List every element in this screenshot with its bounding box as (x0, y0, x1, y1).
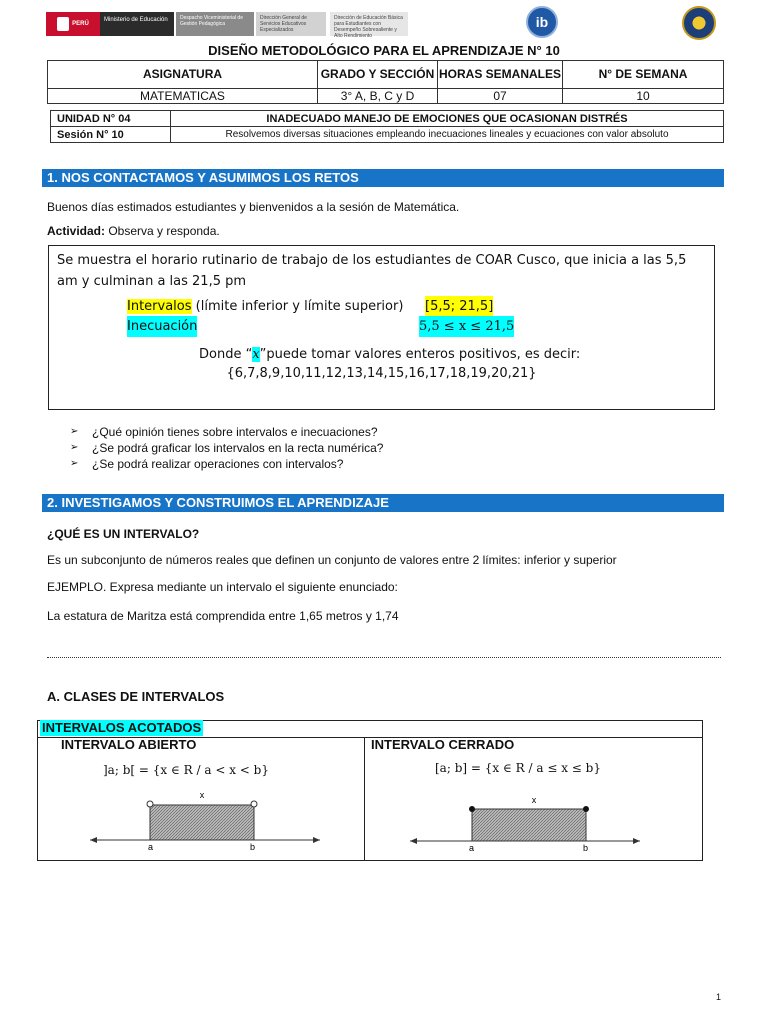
header-asignatura: ASIGNATURA (48, 61, 318, 89)
intervalos-desc: (límite inferior y límite superior) (191, 299, 404, 314)
info-table (47, 60, 724, 104)
donde-x: x (252, 347, 260, 362)
session-label: Sesión N° 10 (51, 127, 171, 143)
closed-endpoint-a (469, 806, 475, 812)
activity-text: Observa y responda. (105, 224, 220, 238)
value-semana: 10 (563, 89, 724, 104)
acotados-label: INTERVALOS ACOTADOS (42, 720, 202, 735)
value-horas: 07 (438, 89, 563, 104)
graph-a-label: a (469, 843, 475, 853)
inecuacion-value: 5,5 ≤ x ≤ 21,5 (419, 316, 514, 337)
schedule-text: Se muestra el horario rutinario de trabajo de los estudiantes de COAR Cusco, que inicia a las 5,5 am y culminan a las 21,5 pm (57, 253, 687, 289)
intervalos-label: Intervalos (127, 299, 192, 314)
unit-title: INADECUADO MANEJO DE EMOCIONES QUE OCASIONAN DISTRÉS (171, 111, 724, 127)
header-grado: GRADO Y SECCIÓN (318, 61, 438, 89)
question-item: ➢ ¿Se podrá realizar operaciones con intervalos? (70, 456, 383, 472)
intervalos-value: [5,5; 21,5] (425, 296, 493, 317)
arrow-right-icon (633, 838, 640, 844)
intervalo-question: ¿QUÉ ES UN INTERVALO? (47, 527, 200, 541)
activity-label: Actividad: (47, 224, 106, 238)
cerrado-formula: [a; b] = {x ∈ R / a ≤ x ≤ b} (435, 761, 601, 775)
donde-post: ”puede tomar valores enteros positivos, es decir: (259, 347, 581, 362)
section2-header: 2. INVESTIGAMOS Y CONSTRUIMOS EL APRENDIZAJE (42, 494, 724, 512)
abierto-title: INTERVALO ABIERTO (61, 737, 197, 752)
arrow-left-icon (90, 837, 97, 843)
interval-region (150, 805, 254, 840)
page-number: 1 (716, 992, 722, 1002)
question-list (70, 424, 383, 472)
closed-interval-graph (405, 790, 645, 855)
intervalos-row (127, 296, 403, 317)
graph-a-label: a (148, 842, 154, 852)
graph-b-label: b (250, 842, 256, 852)
activity-line (47, 224, 220, 238)
interval-region (472, 809, 586, 841)
peru-flag (46, 12, 100, 36)
abierto-formula: ]a; b[ = {x ∈ R / a < x < b} (103, 763, 269, 777)
box-divider-v (364, 737, 365, 860)
open-endpoint-b (251, 801, 257, 807)
inecuacion-label: Inecuación (127, 316, 197, 337)
cerrado-title: INTERVALO CERRADO (371, 737, 515, 752)
ministry-label: Ministerio de Educación (100, 12, 174, 36)
document-title: DISEÑO METODOLÓGICO PARA EL APRENDIZAJE N° 10 (208, 43, 560, 58)
unit-label: UNIDAD N° 04 (51, 111, 171, 127)
vice-ministry-label: Despacho Viceministerial de Gestión Pedagógica (176, 12, 254, 36)
donde-pre: Donde “ (199, 347, 253, 362)
dig-label: Dirección General de Servicios Educativos Especializados (256, 12, 326, 36)
graph-b-label: b (583, 843, 589, 853)
classes-title: A. CLASES DE INTERVALOS (47, 689, 225, 704)
peru-shield-icon (57, 17, 69, 31)
definition-text: Es un subconjunto de números reales que definen un conjunto de valores entre 2 límites: inferior y superior (47, 553, 617, 567)
answer-line[interactable] (47, 650, 721, 658)
value-asignatura: MATEMATICAS (48, 89, 318, 104)
arrow-left-icon (410, 838, 417, 844)
coar-logo (682, 6, 716, 40)
header-semana: N° DE SEMANA (563, 61, 724, 89)
section1-header: 1. NOS CONTACTAMOS Y ASUMIMOS LOS RETOS (42, 169, 724, 187)
schedule-box (48, 245, 715, 410)
peru-ministry-logo (46, 12, 174, 36)
header-horas: HORAS SEMANALES (438, 61, 563, 89)
ib-logo: ib (526, 6, 558, 38)
question-item: ➢ ¿Se podrá graficar los intervalos en la recta numérica? (70, 440, 383, 456)
peru-label: PERÚ (72, 21, 89, 27)
question-item: ➢ ¿Qué opinión tienes sobre intervalos e inecuaciones? (70, 424, 383, 440)
direccion-label: Dirección de Educación Básica para Estudiantes con Desempeño Sobresaliente y Alto Rendimiento (330, 12, 408, 36)
donde-line (199, 344, 580, 365)
arrow-right-icon (313, 837, 320, 843)
values-set: {6,7,8,9,10,11,12,13,14,15,16,17,18,19,20,21} (226, 366, 537, 381)
greeting-text: Buenos días estimados estudiantes y bienvenidos a la sesión de Matemática. (47, 200, 460, 214)
open-endpoint-a (147, 801, 153, 807)
graph-x-label: x (199, 790, 205, 800)
graph-x-label: x (531, 795, 537, 805)
statement-text: La estatura de Maritza está comprendida entre 1,65 metros y 1,74 (47, 609, 399, 623)
session-title: Resolvemos diversas situaciones empleando inecuaciones lineales y ecuaciones con valor absoluto (171, 127, 724, 143)
unit-table (50, 110, 724, 143)
closed-endpoint-b (583, 806, 589, 812)
example-text: EJEMPLO. Expresa mediante un intervalo el siguiente enunciado: (47, 580, 398, 594)
open-interval-graph (85, 785, 325, 855)
value-grado: 3° A, B, C y D (318, 89, 438, 104)
